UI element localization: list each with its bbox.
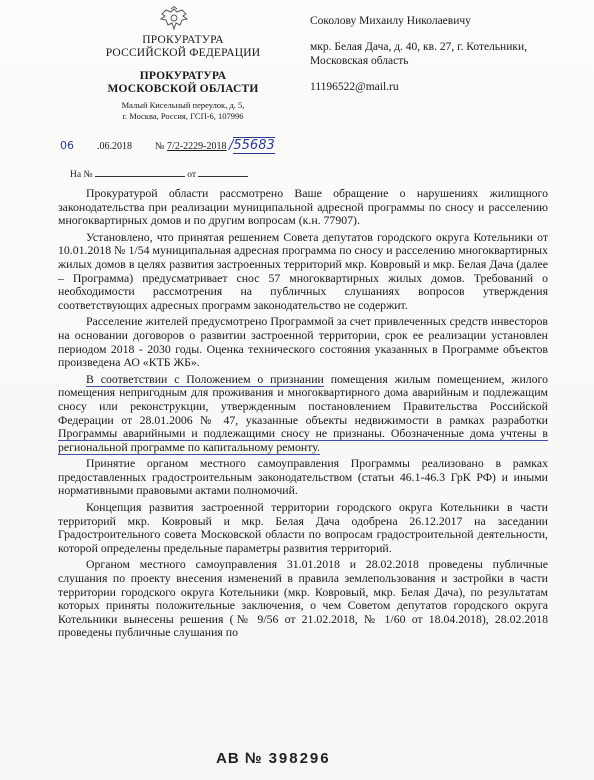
addressee-email: 11196522@mail.ru	[310, 81, 399, 93]
number-label: №	[155, 141, 165, 152]
addressee-address	[310, 40, 590, 68]
org-name-regional	[98, 70, 268, 96]
org-address-line-1: Малый Кисельный переулок, д. 5,	[121, 100, 245, 110]
addressee-address-line-2: Московская область	[310, 55, 409, 67]
addressee-block	[310, 14, 590, 94]
from-label: от	[187, 170, 197, 180]
in-reply-label: На №	[70, 170, 93, 180]
org-line-4: МОСКОВСКОЙ ОБЛАСТИ	[107, 83, 259, 95]
form-serial-number	[216, 750, 331, 767]
org-name-federal	[98, 34, 268, 60]
org-line-2: РОССИЙСКОЙ ФЕДЕРАЦИИ	[105, 47, 261, 59]
paragraph-7: Органом местного самоуправления 31.01.2018 и 28.02.2018 проведены публичные слушания по проекту внесения изменений в правила землепользования и застройки в части территории городского округа Котельники (мкр. Ковровый, мкр. Белая Дача), по результатам которых приняты положительные заключения, о чем Советом депутатов городского округа Котельники вынесены решения (№ 9/56 от 21.02.2018, № 1/60 от 18.04.2018), 28.02.2018 проведены публичные слушания по	[58, 557, 548, 640]
org-line-3: ПРОКУРАТУРА	[139, 70, 227, 82]
coat-of-arms-icon	[158, 6, 190, 32]
number-value: 7/2-2229-2018	[167, 141, 227, 152]
paragraph-4	[58, 373, 548, 455]
addressee-name: Соколову Михаилу Николаевичу	[310, 15, 471, 27]
paragraph-1: Прокуратурой области рассмотрено Ваше обращение о нарушениях жилищного законодательства при реализации муниципальной адресной программы по сносу и расселению многоквартирных домов и по другим вопросам (к.н. 77907).	[58, 186, 548, 228]
underlined-phrase-1: В соответствии с Положением о признании	[86, 371, 324, 386]
paragraph-4-middle: помещения жилым помещением, жилого помещения непригодным для проживания и многоквартирного дома аварийным и подлежащим сносу или реконструкции, утвержденным постановлением Правительства Российской Федерации от 28.01.2006 № 47, указанные объекты недвижимости в рамках разработки	[58, 371, 548, 427]
addressee-address-line-1: мкр. Белая Дача, д. 40, кв. 27, г. Котельники,	[310, 41, 527, 53]
underlined-phrase-2: Программы аварийными и подлежащими сносу не признаны. Обозначенные дома учтены в региональной программе по капитальному ремонту.	[58, 426, 548, 454]
form-number: 398296	[268, 750, 331, 767]
org-line-1: ПРОКУРАТУРА	[142, 34, 224, 46]
form-series: АВ №	[216, 750, 263, 767]
incoming-reference	[70, 170, 248, 180]
letter-body	[58, 187, 548, 643]
paragraph-3: Расселение жителей предусмотрено Программой за счет привлеченных средств инвесторов на основании договоров о развитии застроенной территории, срок ее реализации установлен периодом 2018 - 2030 годы. Оценка технического состояния указанных в Программе объектов произведена АО «КТБ ЖБ».	[58, 314, 548, 370]
date-rest: .06.2018	[97, 141, 132, 152]
paragraph-6: Концепция развития застроенной территории городского округа Котельники в части территорий мкр. Ковровый и мкр. Белая Дача одобрена 26.12.2017 на заседании Градостроительного совета Московской области по вопросам градостроительной деятельности, которой определены предельные параметры развития территорий.	[58, 500, 548, 555]
paragraph-2: Установлено, что принятая решением Совета депутатов городского округа Котельники от 10.01.2018 № 1/54 муниципальная адресная программа по сносу и расселению многоквартирных жилых домов в целях развития застроенных территорий мкр. Ковровый и мкр. Белая Дача (далее – Программа) предусматривает снос 57 многоквартирных жилых домов. Требований о необходимости рассмотрения на публичных слушаниях вопросов утверждения соответствующих адресных программ законодательство не содержит.	[58, 229, 548, 312]
date-day-handwritten: 06	[60, 139, 74, 152]
outgoing-reference	[60, 138, 275, 153]
paragraph-5: Принятие органом местного самоуправления Программы реализовано в рамках предоставленных градостроительным законодательством (статьи 46.1-46.3 ГрК РФ) и иными нормативными правовыми актами полномочий.	[58, 456, 548, 498]
org-address	[92, 100, 274, 122]
org-address-line-2: г. Москва, Россия, ГСП-6, 107996	[122, 111, 244, 121]
handwritten-number: /55683	[229, 138, 275, 153]
